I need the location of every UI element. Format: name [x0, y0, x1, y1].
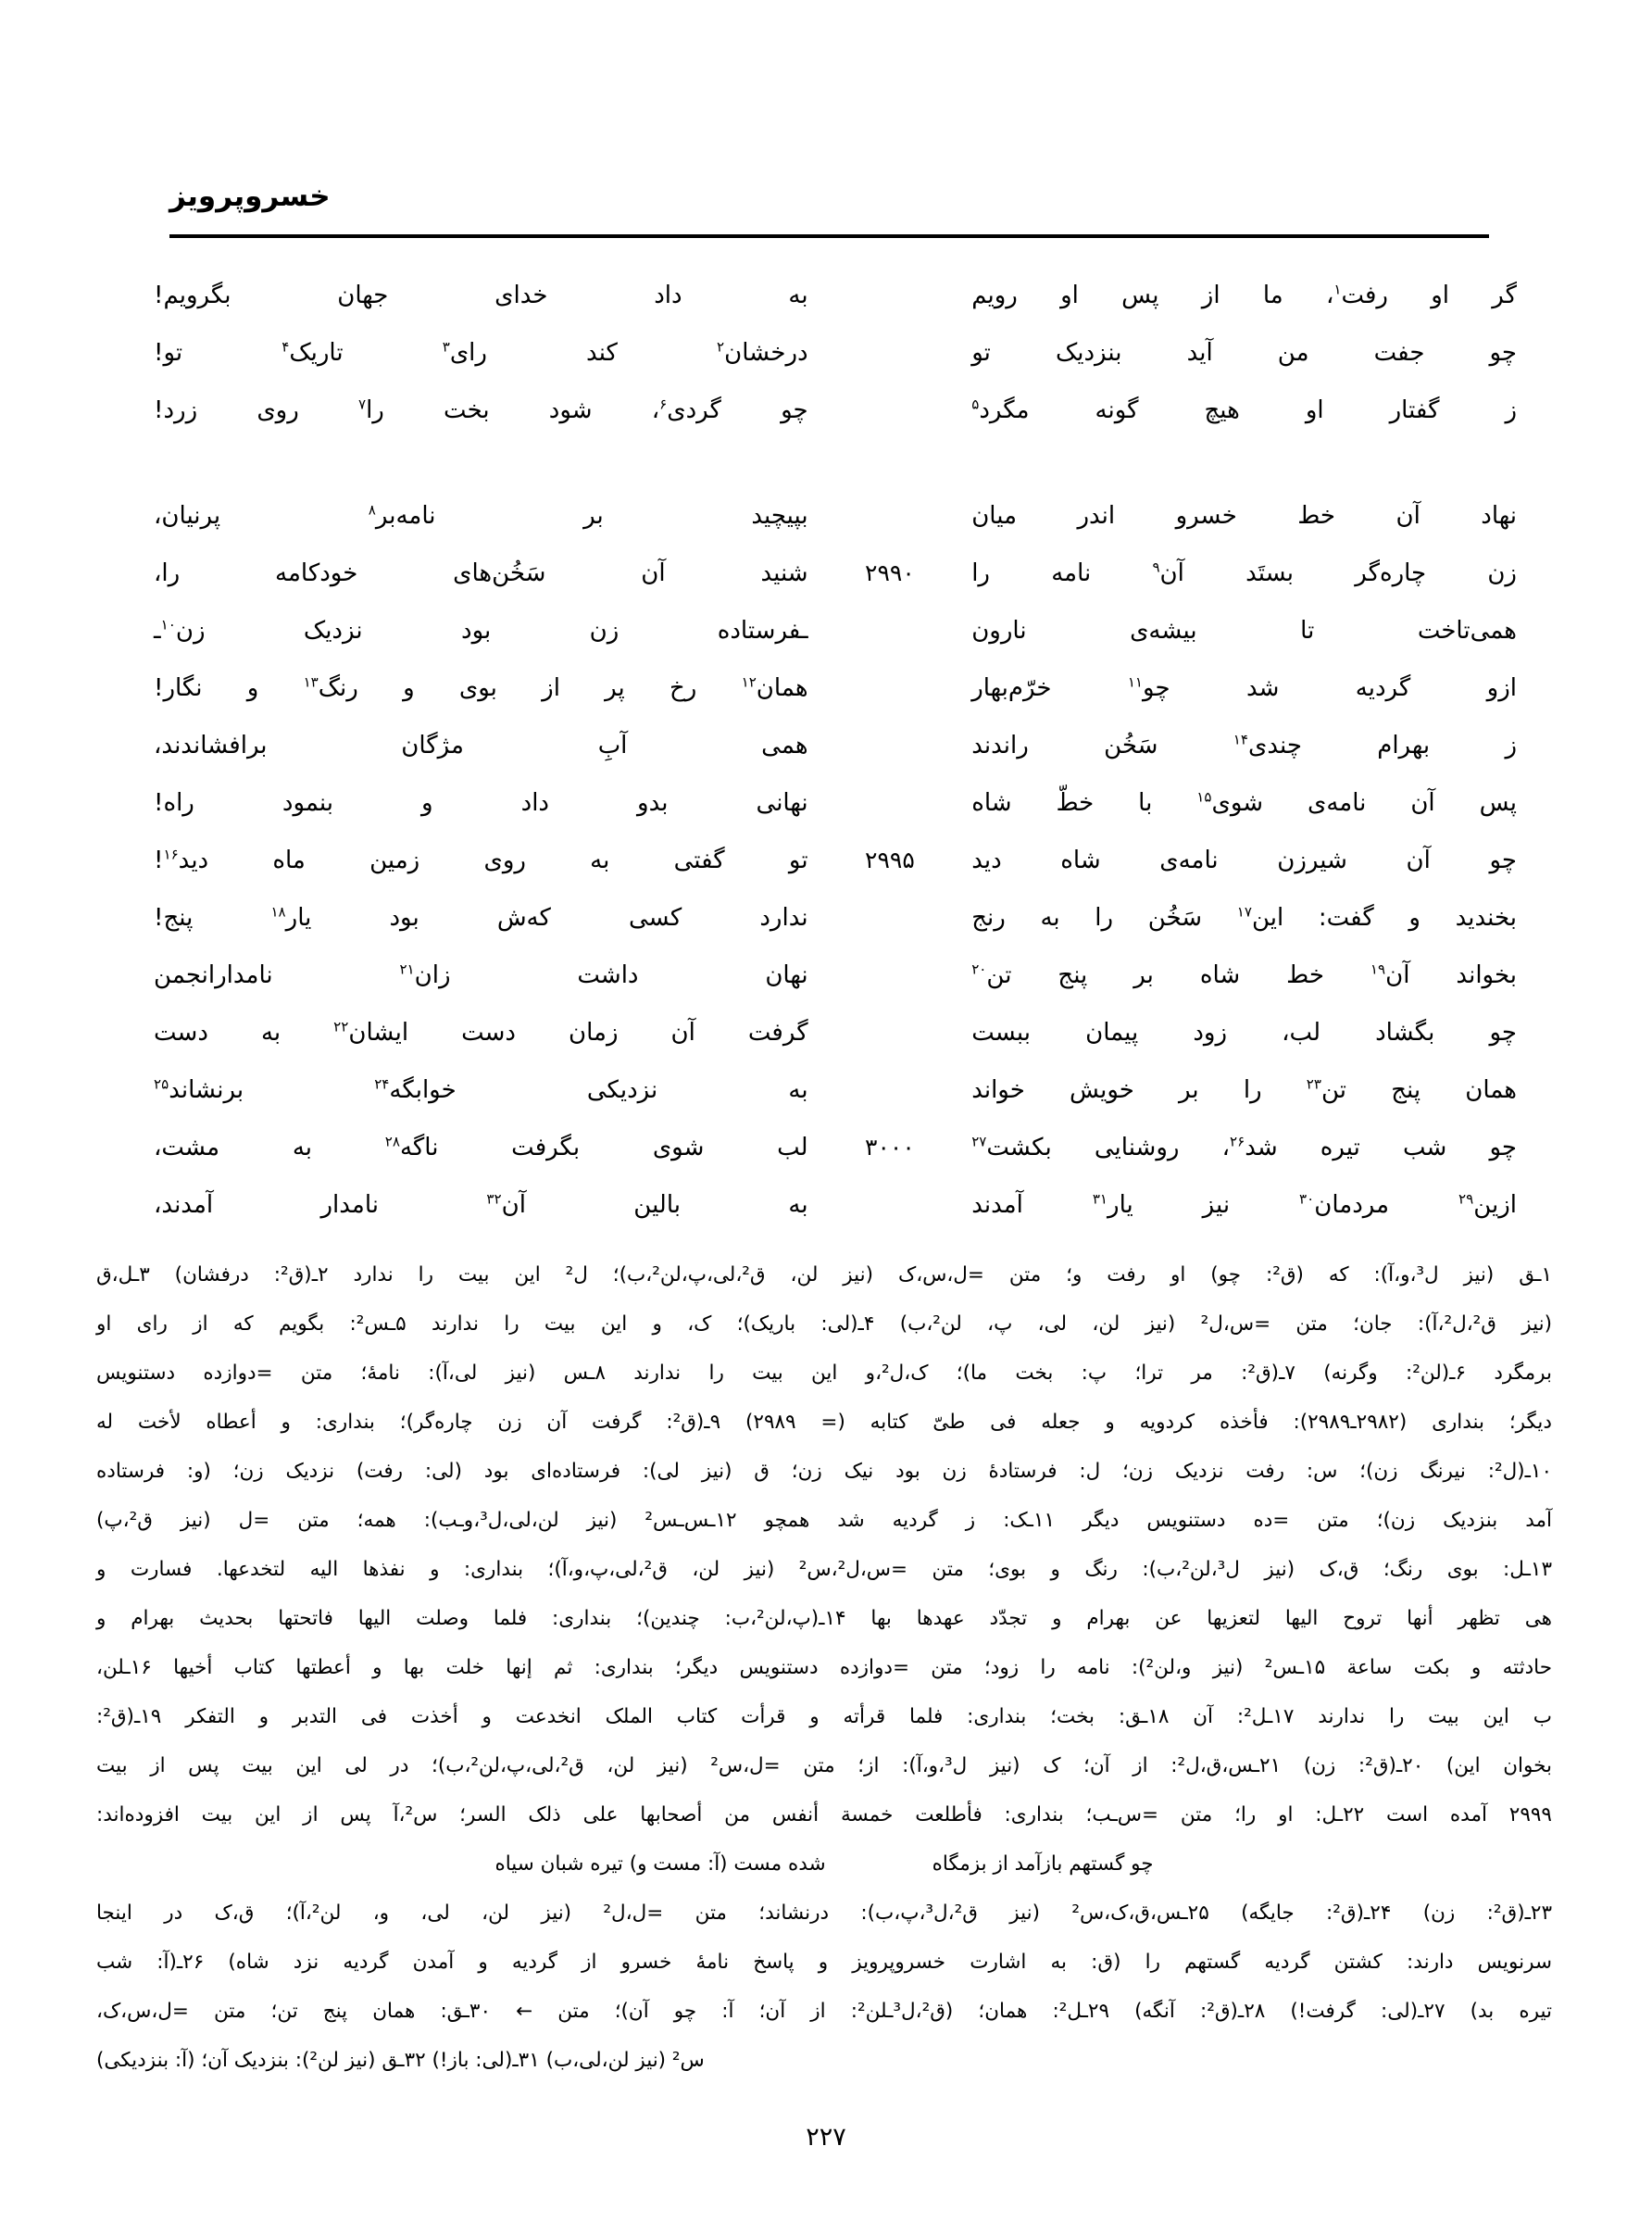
hemistich-right: بخندید و گفت: این$^{۱۷}$ سَخُن را به رنج [971, 903, 1517, 932]
footnote-line: ۱۳ـل: بوی رنگ؛ ق،ک (نیز ل³،لن²،ب): رنگ و بوی؛ متن =س،ل²،س² (نیز لن، ق²،لی،پ،و،آ)؛ بنداری: و نفذها الیه لتخدعها. فسارت و [96, 1558, 1552, 1581]
hemistich-right: چو جفت من آید بنزدیک تو [971, 339, 1517, 367]
footnote-line: بخوان این) ۲۰ـ(ق²: زن) ۲۱ـس،ق،ل²: از آن؛ ک (نیز ل³،و،آ): از؛ متن =ل،س² (نیز لن، ق²،لی،پ،لن²،ب)؛ در لی این بیت پس از بیت [96, 1754, 1552, 1777]
hemistich-left: نهان داشت زان$^{۲۱}$ نامدارانجمن [154, 960, 808, 989]
hemistich-right: همان پنج تن$^{۲۳}$ را بر خویش خواند [971, 1075, 1517, 1104]
verse-row [154, 324, 1517, 382]
footnote-last-line: س² (نیز لن،لی،ب) ۳۱ـ(لی: باز!) ۳۲ـق (نیز لن²): بنزدیک آن؛ (آ: بنزدیکی) [96, 2049, 705, 2072]
footnote-inserted-verse [96, 1839, 1552, 1889]
verse-row [154, 1061, 1517, 1119]
verse-row [154, 1119, 1517, 1176]
hemistich-left: ندارد کسی که‌ش بود یار$^{۱۸}$ پنج! [154, 903, 808, 932]
hemistich-right: چو آن شیرزن نامه‌ی شاه دید [971, 847, 1517, 874]
hemistich-left: لب شوی بگرفت ناگه$^{۲۸}$ به مشت، [154, 1133, 808, 1161]
hemistich-left: گرفت آن زمان دست ایشان$^{۲۲}$ به دست [154, 1018, 808, 1047]
verse-row [154, 717, 1517, 774]
footnote-line: ۱ـق (نیز ل³،و،آ): که (ق²: چو) او رفت و؛ متن =ل،س،ک (نیز لن، ق²،لی،پ،لن²،ب)؛ ل² این بیت را ندارد ۲ـ(ق²: درفشان) ۳ـل،ق [96, 1263, 1553, 1286]
verse-row [154, 889, 1517, 947]
hemistich-left: تو گفتی به روی زمین ماه دید$^{۱۶}$! [154, 846, 808, 874]
hemistich-right: همی‌تاخت تا بیشه‌ی نارون [971, 617, 1517, 645]
hemistich-left: همی آبِ مژگان برافشاندند، [154, 732, 808, 759]
footnote-line: هی تظهر أنها تروح الیها لتعزیها عن بهرام و تجدّد عهدها بها ۱۴ـ(پ،لن²،ب: چندین)؛ بنداری: فلما وصلت الیها فاتحتها بحدیث بهرام و [96, 1607, 1552, 1630]
hemistich-left: چو گردی$^۶$، شود بخت را$^۷$ روی زرد! [154, 395, 808, 424]
footnote-line: ۱۰ـ(ل²: نیرنگ زن)؛ س: رفت نزدیک زن؛ ل: فرستادهٔ زن بود نیک زن؛ ق (نیز لی): فرستاده‌ای بود (لی: رفت) نزدیک زن؛ (و: فرستاده [96, 1460, 1552, 1483]
footnote-line: (نیز ق²،ل²،آ): جان؛ متن =س،ل² (نیز لن، لی، پ، لن²،ب) ۴ـ(لی: باریک)؛ ک، و این بیت را ندارند ۵ـس²: بگویم که از رای او [96, 1312, 1552, 1336]
verse-number: ۳۰۰۰ [865, 1134, 915, 1161]
verse-number: ۲۹۹۵ [865, 847, 915, 873]
hemistich-left: شنید آن سَخُن‌های خودکامه را، [154, 559, 808, 587]
hemistich-right: ز بهرام چندی$^{۱۴}$ سَخُن راندند [971, 731, 1518, 759]
verse-number: ۲۹۹۰ [865, 559, 915, 586]
hemistich-right: نهاد آن خط خسرو اندر میان [971, 502, 1517, 530]
verse-row [154, 267, 1517, 324]
footnote-line: تیره بد) ۲۷ـ(لی: گرفت!) ۲۸ـ(ق²: آنگه) ۲۹ـل²: همان؛ (ق²،ل³ـلن²: از آن؛ آ: چو آن)؛ متن ← ۳۰ـق: همان پنج تن؛ متن =ل،س،ک، [96, 2000, 1552, 2023]
verse-row [154, 382, 1517, 439]
hemistich-right: چو شب تیره شد$^{۲۶}$، روشنایی بکشت$^{۲۷}$ [971, 1133, 1517, 1161]
hemistich-left: همان$^{۱۲}$ رخ پر از بوی و رنگ$^{۱۳}$ و نگار! [154, 673, 808, 702]
running-head-title: خسروپرویز [169, 180, 331, 213]
hemistich-right: چو بگشاد لب، زود پیمان ببست [971, 1019, 1517, 1047]
hemistich-left: درخشان$^۲$ کند رای$^۳$ تاریک$^۴$ تو! [154, 338, 808, 367]
footnote-line: ۲۹۹۹ آمده است ۲۲ـل: او را؛ متن =س‌ـب؛ بنداری: فأطلعت خمسة أنفس من أصحابها علی ذلک السر؛ س²،آ پس از این بیت افزوده‌اند: [96, 1803, 1552, 1826]
hemistich-right: گر او رفت$^۱$، ما از پس او رویم [971, 281, 1517, 309]
footnote-line: دیگر؛ بنداری (۲۹۸۲ـ۲۹۸۹): فأخذه کردویه و جعله فی طیّ کتابه (= ۲۹۸۹) ۹ـ(ق²: گرفت آن زن چاره‌گر)؛ بنداری: و أعطاه لأخت له [96, 1411, 1552, 1434]
hemistich-right: پس آن نامه‌ی شوی$^{۱۵}$ با خطّ شاه [971, 788, 1517, 817]
header-rule [169, 234, 1489, 238]
hemistich-right: ز گفتار او هیچ گونه مگرد$^۵$ [971, 395, 1517, 424]
hemistich-right: ازین$^{۲۹}$ مردمان$^{۳۰}$ نیز یار$^{۳۱}$ آمدند [971, 1190, 1517, 1219]
hemistich-left: نهانی بدو داد و بنمود راه! [154, 789, 808, 817]
verse-row [154, 947, 1517, 1004]
poem-section [154, 267, 1517, 1234]
footnote-line: آمد بنزدیک زن)؛ متن =ده دستنویس دیگر ۱۱ـک: ز گردیه شد همچو ۱۲ـس‌ـس² (نیز لن،لی،ل³،وـب): همه؛ متن =ل (نیز ق²،پ) [96, 1509, 1553, 1532]
verse-row [154, 1004, 1517, 1061]
hemistich-right: ازو گردیه شد چو$^{۱۱}$ خرّم‌بهار [971, 673, 1517, 702]
hemistich-left: به بالین آن$^{۳۲}$ نامدار آمدند، [154, 1190, 808, 1219]
verse-row [154, 659, 1517, 717]
verse-row [154, 1176, 1517, 1234]
hemistich-right: بخواند آن$^{۱۹}$ خط شاه بر پنج تن$^{۲۰}$ [971, 960, 1517, 989]
verse-row [154, 545, 1517, 602]
hemistich-left: ـفرستاده زن بود نزدیک زن$^{۱۰}$ـ [154, 616, 808, 645]
footnote-line: سرنویس دارند: کشتن گردیه گستهم را (ق: به اشارت خسروپرویز و پاسخ نامهٔ خسرو از گردیه و آمدن گردیه نزد شاه) ۲۶ـ(آ: شب [96, 1951, 1552, 1974]
hemistich-left: به نزدیکی خوابگه$^{۲۴}$ برنشاند$^{۲۵}$ [154, 1075, 808, 1104]
footnote-verse-hemistich-left: شده مست (آ: مست و) تیره شبان سیاه [494, 1852, 826, 1876]
verse-row [154, 487, 1517, 545]
hemistich-right: زن چاره‌گر بستَد آن$^۹$ نامه را [971, 558, 1517, 587]
footnote-line: حادثته و بکت ساعة ۱۵ـس² (نیز و،لن²): نامه را زود؛ متن =دوازده دستنویس دیگر؛ بنداری: ثم إنها خلت بها و أعطتها کتاب أخیها ۱۶ـلن، [96, 1656, 1553, 1679]
footnotes-section [96, 1250, 1552, 2085]
footnote-verse-hemistich-right: چو گستهم بازآمد از بزمگاه [932, 1852, 1154, 1876]
verse-row [154, 832, 1517, 889]
hemistich-left: بپیچید بر نامه‌بر$^۸$ پرنیان، [154, 501, 808, 530]
footnote-line: ۲۳ـ(ق²: زن) ۲۴ـ(ق²: جایگه) ۲۵ـس،ق،ک،س² (نیز ق²،ل³،پ،ب): درنشاند؛ متن =ل،ل² (نیز لن، لی، و، لن²،آ)؛ ق،ک در اینجا [96, 1901, 1552, 1925]
verse-row [154, 602, 1517, 659]
hemistich-left: به داد خدای جهان بگرویم! [154, 282, 808, 309]
footnote-line: برمگرد ۶ـ(لن²: وگرنه) ۷ـ(ق²: مر ترا؛ پ: بخت ما)؛ ک،ل²،و این بیت را ندارند ۸ـس (نیز لی،آ): نامهٔ؛ متن =دوازده دستنویس [96, 1362, 1552, 1385]
verse-row [154, 774, 1517, 832]
page-number: ۲۲۷ [806, 2123, 846, 2152]
footnote-line: ب این بیت را ندارند ۱۷ـل²: آن ۱۸ـق: بخت؛ بنداری: فلما قرأته و قرأت کتاب الملک انخدعت و أخذت فی التدبر و التفکر ۱۹ـ(ق²: [96, 1705, 1552, 1728]
